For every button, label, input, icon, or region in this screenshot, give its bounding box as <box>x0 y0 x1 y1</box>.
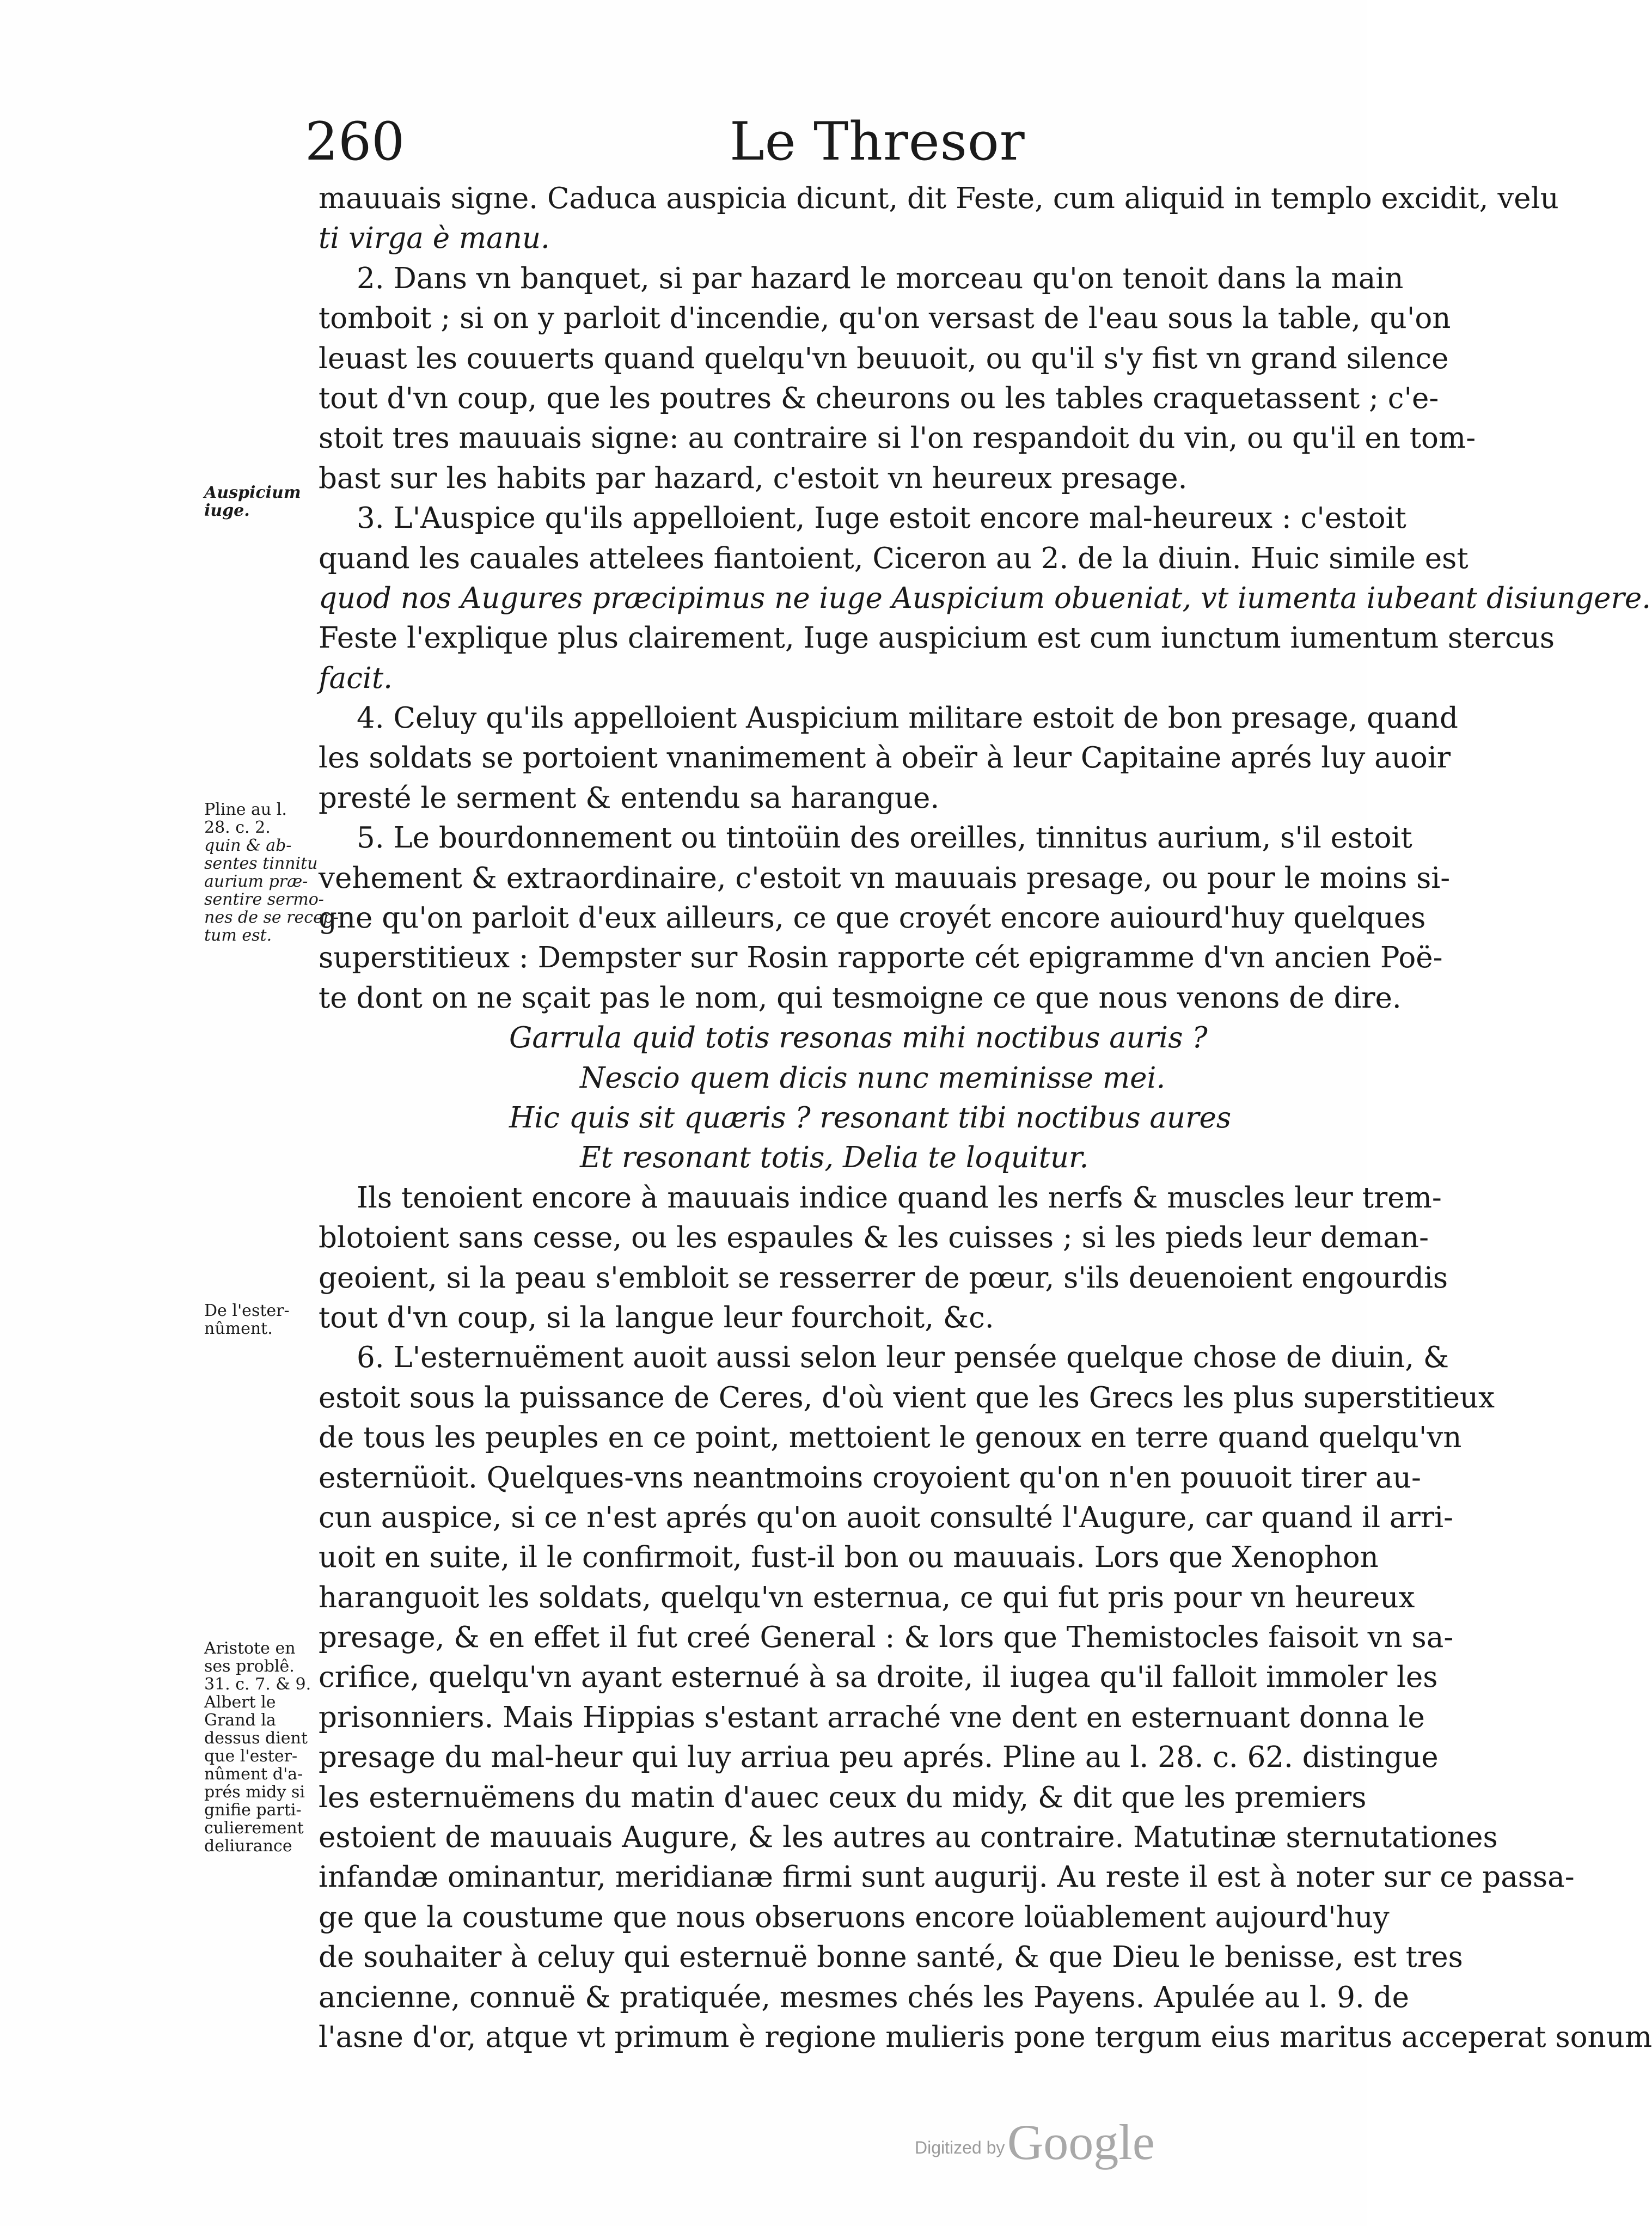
margin-note-line: Grand la <box>204 1711 276 1730</box>
margin-note-line: que l'ester- <box>204 1747 298 1766</box>
margin-note-line: De l'ester- <box>204 1301 290 1320</box>
margin-note-line: Aristote en <box>204 1639 296 1658</box>
text-line: tout d'vn coup, que les poutres & cheurons ou les tables craquetassent ; c'e- <box>319 381 1439 415</box>
text-line: te dont on ne sçait pas le nom, qui tesmoigne ce que nous venons de dire. <box>319 981 1402 1015</box>
text-line: 5. Le bourdonnement ou tintoüin des oreilles, tinnitus aurium, s'il estoit <box>357 821 1412 855</box>
margin-note-line: nûment d'a- <box>204 1765 303 1784</box>
text-line: les esternuëmens du matin d'auec ceux du midy, & dit que les premiers <box>319 1780 1367 1814</box>
text-line: leuast les couuerts quand quelqu'vn beuuoit, ou qu'il s'y fist vn grand silence <box>319 341 1449 375</box>
text-line: crifice, quelqu'vn ayant esternué à sa droite, il iugea qu'il falloit immoler les <box>319 1661 1438 1694</box>
text-line: ge que la coustume que nous obseruons encore loüablement aujourd'huy <box>319 1900 1390 1934</box>
text-line: quod nos Augures præcipimus ne iuge Auspicium obueniat, vt iumenta iubeant disiungere. <box>319 581 1651 615</box>
margin-note-line: sentes tinnitu <box>204 854 318 873</box>
google-logo: Google <box>1007 2114 1155 2170</box>
text-line: presté le serment & entendu sa harangue. <box>319 781 940 815</box>
margin-note-line: gnifie parti- <box>204 1801 302 1820</box>
margin-note-line: sentire sermo- <box>204 890 324 909</box>
text-line: quand les cauales attelees fiantoient, Ciceron au 2. de la diuin. Huic simile est <box>319 541 1469 575</box>
text-line: esternüoit. Quelques-vns neantmoins croyoient qu'on n'en pouuoit tirer au- <box>319 1461 1421 1495</box>
text-line: de tous les peuples en ce point, mettoient le genoux en terre quand quelqu'vn <box>319 1421 1462 1455</box>
text-line: tout d'vn coup, si la langue leur fourchoit, &c. <box>319 1301 994 1334</box>
margin-note-line: dessus dient <box>204 1729 308 1748</box>
text-line: gne qu'on parloit d'eux ailleurs, ce que croyét encore auiourd'huy quelques <box>319 901 1426 935</box>
text-line: presage du mal-heur qui luy arriua peu aprés. Pline au l. 28. c. 62. distingue <box>319 1741 1439 1774</box>
text-line: estoient de mauuais Augure, & les autres au contraire. Matutinæ sternutationes <box>319 1821 1498 1855</box>
poem-line: Hic quis sit quæris ? resonant tibi noctibus aures <box>509 1101 1232 1135</box>
margin-note-line: Albert le <box>204 1693 276 1712</box>
text-line: blotoient sans cesse, ou les espaules & les cuisses ; si les pieds leur deman- <box>319 1221 1429 1255</box>
text-line: 4. Celuy qu'ils appelloient Auspicium militare estoit de bon presage, quand <box>357 702 1458 735</box>
margin-note-line: nûment. <box>204 1319 273 1338</box>
margin-note-line: aurium præ- <box>204 872 308 891</box>
text-line: prisonniers. Mais Hippias s'estant arraché vne dent en esternuant donna le <box>319 1700 1425 1734</box>
margin-note-line: Auspicium <box>204 483 301 502</box>
main-text <box>319 179 1652 2057</box>
poem-line: Nescio quem dicis nunc meminisse mei. <box>580 1061 1166 1095</box>
digitized-by-text: Digitized by <box>915 2138 1005 2157</box>
running-title: Le Thresor <box>730 111 1025 172</box>
text-line: stoit tres mauuais signe: au contraire si l'on respandoit du vin, ou qu'il en tom- <box>319 422 1476 455</box>
margin-note-line: culierement <box>204 1819 304 1838</box>
margin-note-line: ses problê. <box>204 1657 295 1676</box>
text-line: bast sur les habits par hazard, c'estoit vn heureux presage. <box>319 461 1188 495</box>
text-line: 6. L'esternuëment auoit aussi selon leur pensée quelque chose de diuin, & <box>357 1341 1449 1375</box>
page-number: 260 <box>305 111 405 172</box>
text-line: vehement & extraordinaire, c'estoit vn mauuais presage, ou pour le moins si- <box>319 861 1451 895</box>
text-line: mauuais signe. Caduca auspicia dicunt, dit Feste, cum aliquid in templo excidit, velu <box>319 182 1559 215</box>
margin-note-pline <box>204 800 339 945</box>
margin-note-line: quin & ab- <box>204 836 292 855</box>
text-line: ti virga è manu. <box>319 222 550 255</box>
text-line: 2. Dans vn banquet, si par hazard le morceau qu'on tenoit dans la main <box>357 261 1404 295</box>
margin-note-line: prés midy si <box>204 1783 305 1802</box>
text-line: presage, & en effet il fut creé General : & lors que Themistocles faisoit vn sa- <box>319 1621 1454 1655</box>
digitized-by-watermark <box>915 2113 1155 2171</box>
text-line: uoit en suite, il le confirmoit, fust-il bon ou mauuais. Lors que Xenophon <box>319 1541 1379 1575</box>
margin-note-esternument <box>204 1302 319 1338</box>
margin-note-line: 31. c. 7. & 9. <box>204 1675 311 1694</box>
text-line: les soldats se portoient vnanimement à obeïr à leur Capitaine aprés luy auoir <box>319 741 1451 775</box>
text-line: infandæ ominantur, meridianæ firmi sunt augurij. Au reste il est à noter sur ce passa- <box>319 1861 1575 1894</box>
margin-note-line: nes de se recep- <box>204 908 339 927</box>
text-line: ancienne, connuë & pratiquée, mesmes chés les Payens. Apulée au l. 9. de <box>319 1980 1409 2014</box>
text-line: Ils tenoient encore à mauuais indice quand les nerfs & muscles leur trem- <box>357 1181 1442 1215</box>
text-line: de souhaiter à celuy qui esternuë bonne santé, & que Dieu le benisse, est tres <box>319 1941 1463 1974</box>
poem-line: Et resonant totis, Delia te loquitur. <box>580 1141 1089 1175</box>
text-line: estoit sous la puissance de Ceres, d'où vient que les Grecs les plus superstitieux <box>319 1381 1495 1414</box>
text-line: Feste l'explique plus clairement, Iuge auspicium est cum iunctum iumentum stercus <box>319 621 1555 655</box>
text-line: l'asne d'or, atque vt primum è regione mulieris pone tergum eius maritus acceperat sonum <box>319 2020 1652 2054</box>
text-line: geoient, si la peau s'embloit se resserrer de pœur, s'ils deuenoient engourdis <box>319 1261 1448 1295</box>
margin-note-line: tum est. <box>204 926 272 945</box>
text-line: cun auspice, si ce n'est aprés qu'on auoit consulté l'Augure, car quand il arri- <box>319 1501 1454 1534</box>
margin-note-aristote <box>204 1639 319 1855</box>
text-line: haranguoit les soldats, quelqu'vn esternua, ce qui fut pris pour vn heureux <box>319 1581 1415 1614</box>
page-header <box>305 112 1318 177</box>
margin-note-line: deliurance <box>204 1837 292 1856</box>
text-line: superstitieux : Dempster sur Rosin rapporte cét epigramme d'vn ancien Poë- <box>319 941 1443 975</box>
text-line: facit. <box>319 661 393 695</box>
text-line: 3. L'Auspice qu'ils appelloient, Iuge estoit encore mal-heureux : c'estoit <box>357 502 1406 535</box>
margin-note-line: Pline au l. <box>204 800 287 819</box>
margin-note-line: iuge. <box>204 501 250 520</box>
margin-note-line: 28. c. 2. <box>204 818 271 837</box>
poem-line: Garrula quid totis resonas mihi noctibus auris ? <box>509 1021 1208 1055</box>
text-line: tomboit ; si on y parloit d'incendie, qu'on versast de l'eau sous la table, qu'on <box>319 302 1451 336</box>
margin-note-auspicium-iuge <box>204 484 319 520</box>
